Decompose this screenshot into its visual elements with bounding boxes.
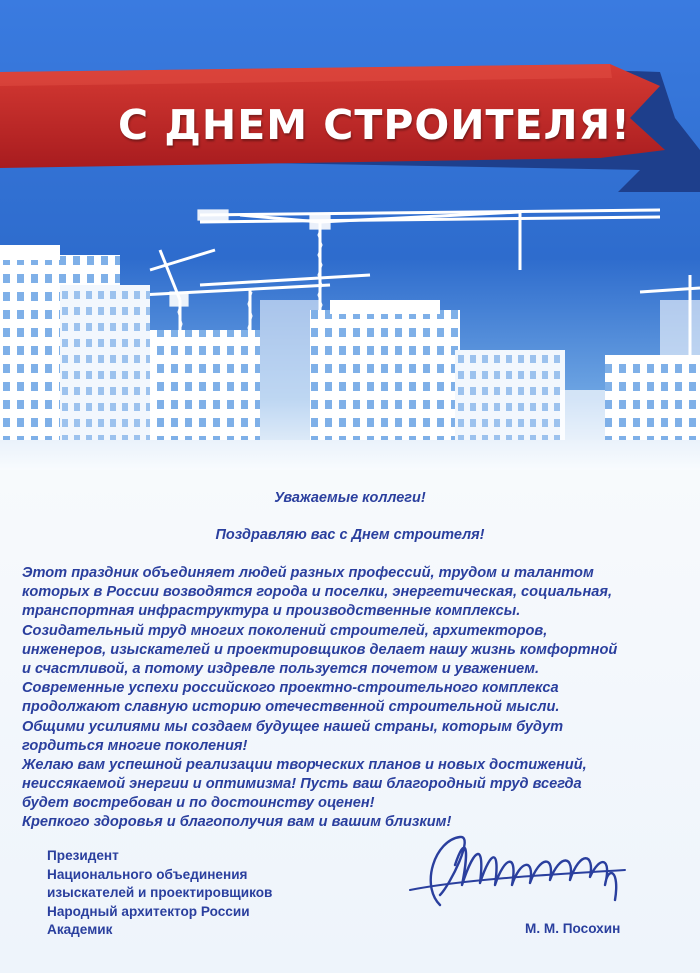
letter-line: Современные успехи российского проектно-строительного комплекса bbox=[22, 680, 559, 697]
letter-line: инженеров, изыскателей и проектировщиков делает нашу жизнь комфортной bbox=[22, 641, 618, 658]
signatory-line: Академик bbox=[47, 922, 113, 938]
letter-line: Общими усилиями мы создаем будущее нашей страны, которым будут bbox=[22, 718, 564, 735]
letter-body bbox=[0, 470, 700, 973]
letter-line: неиссякаемой энергии и оптимизма! Пусть ваш благородный труд всегда bbox=[22, 776, 582, 793]
signatory-block bbox=[47, 847, 272, 940]
letter-line: Этот праздник объединяет людей разных профессий, трудом и талантом bbox=[22, 565, 594, 581]
letter-line: Желаю вам успешной реализации творческих планов и новых достижений, bbox=[22, 756, 587, 773]
letter-line: продолжают славную историю отечественной строительной мысли. bbox=[22, 699, 560, 716]
signatory-line: изыскателей и проектировщиков bbox=[47, 885, 273, 901]
letter-line: гордиться многие поколения! bbox=[22, 737, 248, 754]
letter-line: и счастливой, а потому издревле пользуется почетом и уважением. bbox=[22, 660, 540, 677]
letter-paragraph bbox=[22, 564, 682, 833]
letter-congratulation: Поздравляю вас с Днем строителя! bbox=[215, 527, 485, 543]
header-illustration bbox=[0, 0, 700, 470]
signatory-line: Национального объединения bbox=[47, 866, 248, 882]
signatory-line: Президент bbox=[47, 848, 119, 863]
banner-title: С ДНЕМ СТРОИТЕЛЯ! bbox=[118, 101, 631, 149]
letter-line: будет востребован и по достоинству оценен! bbox=[22, 795, 375, 812]
letter-line: Созидательный труд многих поколений строителей, архитекторов, bbox=[22, 622, 548, 639]
letter-greeting: Уважаемые коллеги! bbox=[274, 490, 426, 506]
signatory-line: Народный архитектор России bbox=[47, 903, 250, 919]
handwritten-signature bbox=[400, 825, 630, 920]
signer-name: М. М. Посохин bbox=[525, 921, 621, 936]
letter-line: Крепкого здоровья и благополучия вам и вашим близким! bbox=[22, 814, 452, 831]
letter-line: транспортная инфраструктура и производственные комплексы. bbox=[22, 603, 521, 620]
letter-line: которых в России возводятся города и поселки, энергетическая, социальная, bbox=[22, 584, 613, 601]
